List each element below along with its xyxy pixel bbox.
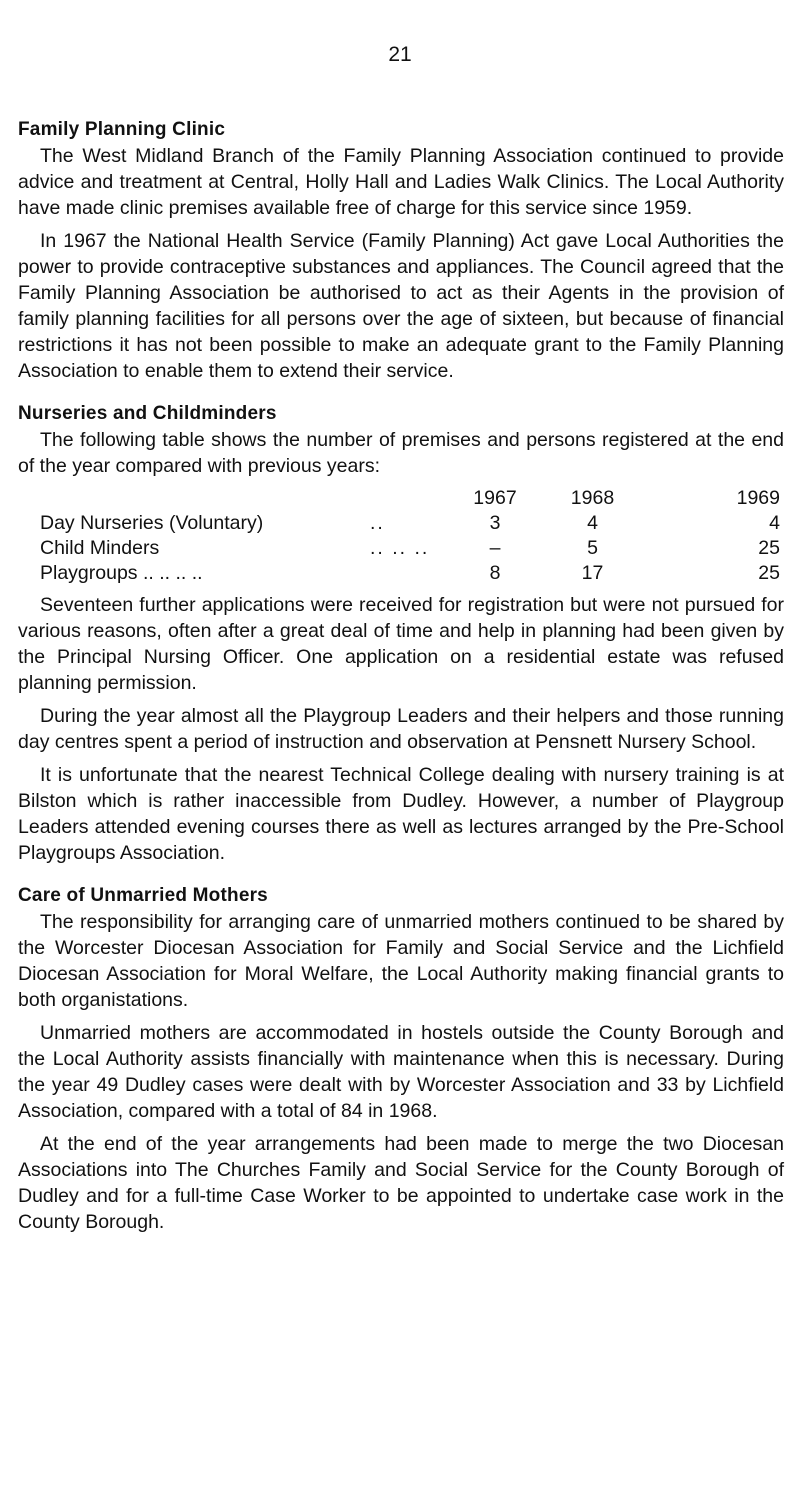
paragraph: The following table shows the number of premises and persons registered at the end of the year compared with previous years: [18, 429, 784, 477]
leader-dots [370, 561, 465, 586]
table-header-row [40, 486, 780, 511]
table-cell: 5 [587, 537, 598, 559]
paragraph: At the end of the year arrangements had been made to merge the two Diocesan Associations into The Churches Family and Social Service for the County Borough of Dudley and for a full-time Case Worker to be appointed to undertake case work in the County Borough. [18, 1133, 784, 1233]
table-cell: 25 [758, 537, 780, 559]
column-header: 1967 [473, 487, 517, 509]
leader-dots: .. .. .. [370, 537, 430, 559]
paragraph: In 1967 the National Health Service (Family Planning) Act gave Local Authorities the power to provide contraceptive substances and appliances. The Council agreed that the Family Planning Association be authorised to act as their Agents in the provision of family planning facilities for all persons over the age of sixteen, but because of financial restrictions it has not been possible to make an adequate grant to the Family Planning Association to enable them to extend their service. [18, 230, 784, 382]
registration-table [40, 486, 780, 586]
table-cell: 25 [758, 562, 780, 584]
table-cell: 4 [769, 512, 780, 534]
section-heading: Care of Unmarried Mothers [18, 885, 268, 906]
section-unmarried-mothers [18, 883, 784, 1235]
paragraph: It is unfortunate that the nearest Technical College dealing with nursery training is at Bilston which is rather inaccessible from Dudley. However, a number of Playgroup Leaders attended evening courses there as well as lectures arranged by the Pre-School Playgroups Association. [18, 764, 784, 864]
paragraph: Seventeen further applications were received for registration but were not pursued for various reasons, often after a great deal of time and help in planning had been given by the Principal Nursing Officer. One application on a residential estate was refused planning permission. [18, 594, 784, 694]
table-cell: 4 [587, 512, 598, 534]
paragraph: The West Midland Branch of the Family Planning Association continued to provide advice and treatment at Central, Holly Hall and Ladies Walk Clinics. The Local Authority have made clinic premises available free of charge for this service since 1959. [18, 145, 784, 219]
section-nurseries [18, 401, 784, 866]
page-number: 21 [388, 43, 412, 66]
table-row [40, 561, 780, 586]
section-family-planning [18, 117, 784, 384]
table-cell: – [489, 537, 501, 559]
table-cell: 8 [489, 562, 501, 584]
row-label: Playgroups .. .. .. .. [40, 562, 203, 584]
column-header: 1968 [570, 487, 615, 509]
table-cell: 17 [581, 562, 604, 584]
paragraph: During the year almost all the Playgroup Leaders and their helpers and those running day centres spent a period of instruction and observation at Pensnett Nursery School. [18, 705, 784, 753]
table-row [40, 536, 780, 561]
table-cell: 3 [489, 512, 501, 534]
column-header: 1969 [736, 487, 780, 509]
row-label: Child Minders [40, 537, 160, 559]
paragraph: The responsibility for arranging care of unmarried mothers continued to be shared by the Worcester Diocesan Association for Family and Social Service and the Lichfield Diocesan Association for Moral Welfare, the Local Authority making financial grants to both organistations. [18, 911, 784, 1011]
table-row [40, 511, 780, 536]
paragraph: Unmarried mothers are accommodated in hostels outside the County Borough and the Local Authority assists financially with maintenance when this is necessary. During the year 49 Dudley cases were dealt with by Worcester Association and 33 by Lichfield Association, compared with a total of 84 in 1968. [18, 1022, 784, 1122]
section-heading: Family Planning Clinic [18, 119, 226, 140]
row-label: Day Nurseries (Voluntary) [40, 512, 264, 534]
leader-dots: .. [370, 512, 385, 534]
section-heading: Nurseries and Childminders [18, 403, 277, 424]
document-body [18, 117, 784, 1242]
